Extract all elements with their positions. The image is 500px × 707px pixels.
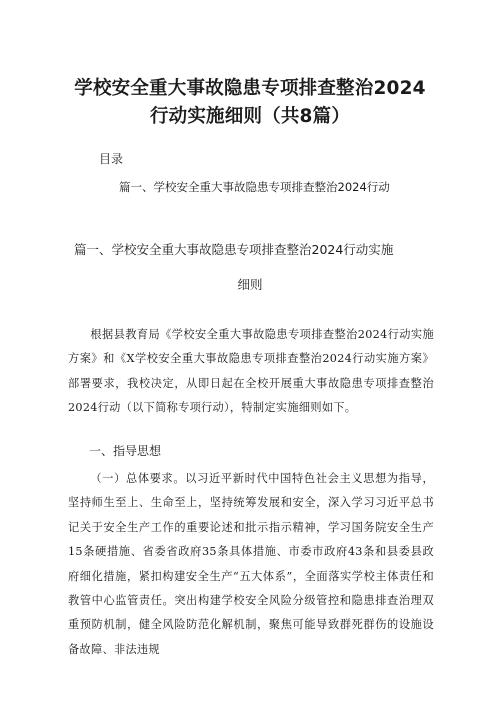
toc-heading: 目录	[99, 152, 124, 166]
toc-item-1[interactable]: 篇一、学校安全重大事故隐患专项排查整治2024行动	[119, 180, 390, 194]
document-title-line-1: 学校安全重大事故隐患专项排查整治2024	[74, 78, 426, 99]
section-title-line-1: 篇一、学校安全重大事故隐患专项排查整治2024行动实施	[74, 242, 394, 257]
heading-guiding-ideology: 一、指导思想	[89, 444, 162, 458]
document-title-line-2: 行动实施细则（共8篇）	[149, 106, 351, 127]
intro-paragraph: 根据县教育局《学校安全重大事故隐患专项排查整治2024行动实施方案》和《X学校安全重大事故隐患专项排查整治2024行动实施方案》部署要求，我校决定，从即日起在全校开展重大事故隐患专项排查整治2024行动（以下简称专项行动），特制定实施细则如下。	[68, 328, 434, 415]
body-paragraph-overall-requirements: （一）总体要求。以习近平新时代中国特色社会主义思想为指导，坚持师生至上、生命至上，坚持统筹发展和安全，深入学习习近平总书记关于安全生产工作的重要论述和批示指示精神，学习国务院安全生产15条硬措施、省委省政府35条具体措施、市委市政府43条和县委县政府细化措施，紧扣构建安全生产“五大体系”，全面落实学校主体责任和教管中心监管责任。突出构建学校安全风险分级管控和隐患排查治理双重预防机制，健全风险防范化解机制，聚焦可能导致群死群伤的设施设备故障、非法违规	[68, 472, 434, 656]
section-title-line-2: 细则	[237, 277, 263, 292]
